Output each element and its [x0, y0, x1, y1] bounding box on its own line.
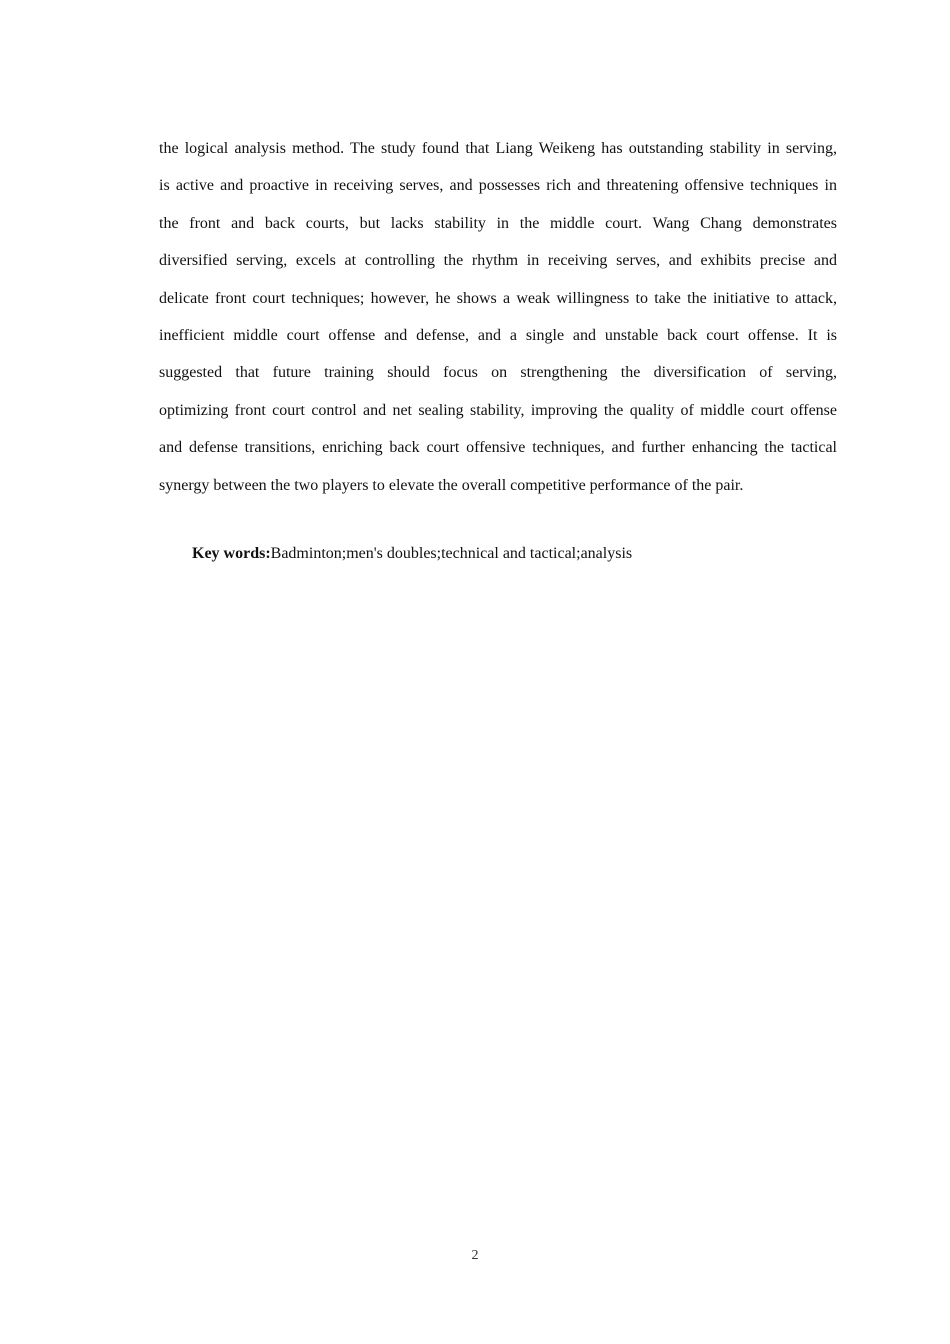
abstract-line: is active and proactive in receiving serves, and possesses rich and threatening offensive techniques in [159, 177, 837, 195]
abstract-line: inefficient middle court offense and defense, and a single and unstable back court offense. It is [159, 326, 837, 344]
abstract-line: the logical analysis method. The study found that Liang Weikeng has outstanding stability in serving, [159, 140, 837, 157]
page-number: 2 [471, 1248, 479, 1263]
abstract-line: delicate front court techniques; however, he shows a weak willingness to take the initiative to attack, [159, 289, 837, 307]
keywords-line [192, 535, 832, 572]
keywords-label: Key words: [192, 545, 271, 562]
abstract-line: the front and back courts, but lacks stability in the middle court. Wang Chang demonstrates [159, 214, 837, 232]
abstract-line: optimizing front court control and net sealing stability, improving the quality of middle court offense [159, 401, 837, 419]
keywords-value: Badminton;men's doubles;technical and tactical;analysis [270, 545, 633, 562]
abstract-line: diversified serving, excels at controlling the rhythm in receiving serves, and exhibits precise and [159, 252, 837, 270]
abstract-line: and defense transitions, enriching back court offensive techniques, and further enhancing the tactical [159, 439, 837, 457]
abstract-paragraph [159, 130, 837, 504]
abstract-line: synergy between the two players to elevate the overall competitive performance of the pair. [159, 476, 744, 494]
abstract-line: suggested that future training should focus on strengthening the diversification of serving, [159, 364, 837, 382]
